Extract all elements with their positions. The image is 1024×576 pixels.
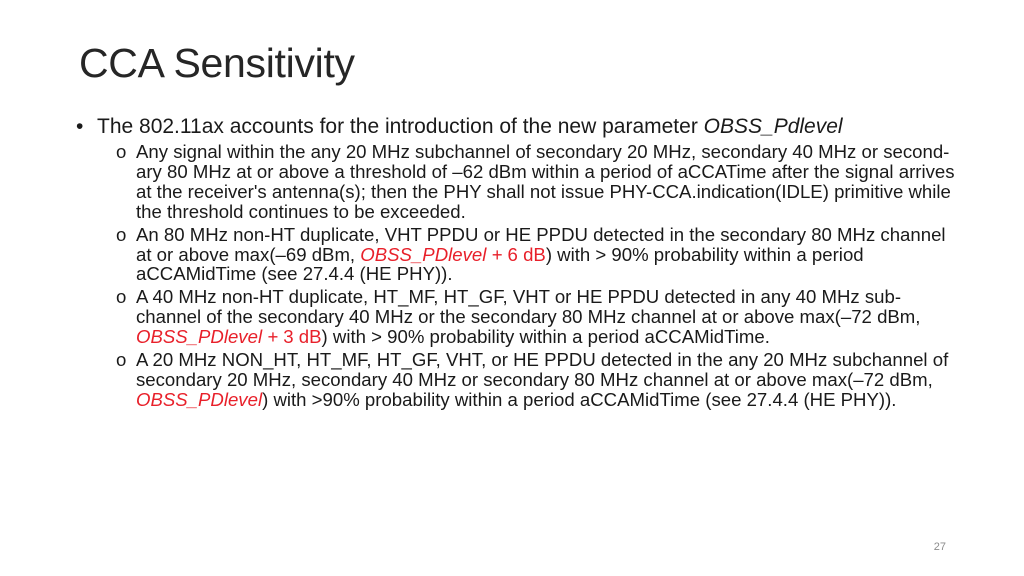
main-bullet [76,116,956,138]
highlight-offset: 3 dB [278,326,322,348]
sub-bullet-4 [76,350,956,410]
sub-bullet-text-before: A 20 MHz NON_HT, HT_MF, HT_GF, VHT, or HE PPDU detected in the any 20 MHz subchannel of secondary 20 MHz, secondary 40 MHz or secondary 80 MHz channel at or above max(–72 dBm, [136,349,949,390]
sub-bullet-text: Any signal within the any 20 MHz subchannel of secondary 20 MHz, secondary 40 MHz or second-ary 80 MHz at or above a threshold of –62 dBm within a period of aCCATime after the signal arrives at the receiver's antenna(s); then the PHY shall not issue PHY-CCA.indication(IDLE) primitive while the threshold continues to be exceeded. [136,141,955,222]
sub-bullet-text-after: ) with > 90% probability within a period aCCAMidTime (see 27.4.4 (HE PHY)). [136,243,864,285]
highlight-offset: 6 dB [502,243,546,265]
sub-bullet-text-after: ) with >90% probability within a period aCCAMidTime (see 27.4.4 (HE PHY)). [262,388,897,410]
sub-bullet-text-before: An 80 MHz non-HT duplicate, VHT PPDU or HE PPDU detected in the secondary 80 MHz channel at or above max(–69 dBm, [136,223,946,265]
slide-content [76,116,956,413]
slide-title: CCA Sensitivity [79,40,355,86]
bullet-param: OBSS_Pdlevel [703,115,843,138]
sub-bullet-2 [76,225,956,285]
sub-bullet-text-before: A 40 MHz non-HT duplicate, HT_MF, HT_GF, VHT or HE PPDU detected in any 40 MHz sub-channel of the secondary 40 MHz or the secondary 80 MHz channel at or above max(–72 dBm, [136,286,921,328]
sub-bullet-3 [76,287,956,347]
bullet-marker: • [76,115,84,138]
sub-bullet-list [76,142,956,410]
highlight-param: OBSS_PDlevel [136,388,263,410]
sub-bullet-text-after: ) with > 90% probability within a period aCCAMidTime. [321,326,770,348]
sub-bullet-marker: o [116,141,127,162]
highlight-param: OBSS_PDlevel + [136,326,279,348]
page-number: 27 [933,541,946,553]
sub-bullet-1 [76,142,956,222]
sub-bullet-marker: o [116,349,127,371]
sub-bullet-marker: o [116,223,127,245]
highlight-param: OBSS_PDlevel + [360,243,503,265]
bullet-text: The 802.11ax accounts for the introduction of the new parameter [97,115,704,138]
sub-bullet-marker: o [116,286,127,308]
